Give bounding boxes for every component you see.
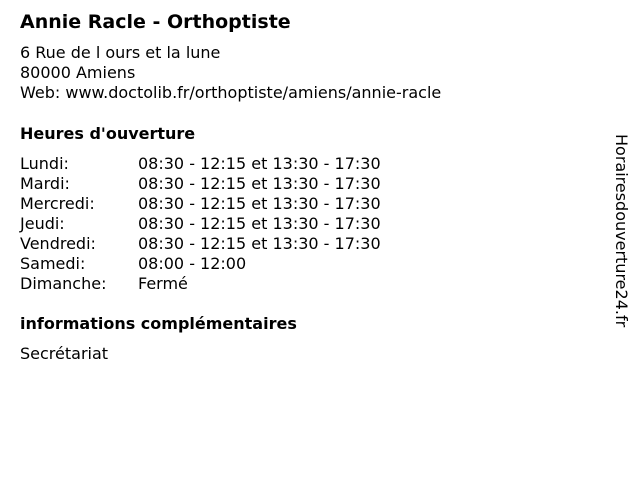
- day-hours: 08:30 - 12:15 et 13:30 - 17:30: [138, 194, 381, 213]
- hours-row-wednesday: [20, 194, 381, 214]
- day-label: Dimanche:: [20, 274, 107, 293]
- day-hours: Fermé: [138, 274, 188, 293]
- day-hours: 08:30 - 12:15 et 13:30 - 17:30: [138, 174, 381, 193]
- opening-hours-list: [20, 154, 381, 294]
- day-label: Jeudi:: [20, 214, 65, 233]
- hours-row-saturday: [20, 254, 381, 274]
- day-hours: 08:00 - 12:00: [138, 254, 247, 273]
- opening-hours-heading: Heures d'ouverture: [20, 124, 196, 143]
- day-hours: 08:30 - 12:15 et 13:30 - 17:30: [138, 234, 381, 253]
- address-city: 80000 Amiens: [20, 63, 136, 82]
- address-block: [20, 43, 441, 103]
- day-hours: 08:30 - 12:15 et 13:30 - 17:30: [138, 154, 381, 173]
- hours-row-thursday: [20, 214, 381, 234]
- hours-row-tuesday: [20, 174, 381, 194]
- day-hours: 08:30 - 12:15 et 13:30 - 17:30: [138, 214, 381, 233]
- address-street: 6 Rue de l ours et la lune: [20, 43, 221, 62]
- watermark-text: Horairesdouverture24.fr: [612, 134, 631, 328]
- address-web: Web: www.doctolib.fr/orthoptiste/amiens/annie-racle: [20, 83, 442, 102]
- page-title: Annie Racle - Orthoptiste: [20, 11, 291, 33]
- hours-row-monday: [20, 154, 381, 174]
- day-label: Mercredi:: [20, 194, 95, 213]
- day-label: Lundi:: [20, 154, 69, 173]
- watermark: [611, 134, 635, 346]
- additional-info-text: Secrétariat: [20, 344, 109, 363]
- day-label: Vendredi:: [20, 234, 96, 253]
- day-label: Mardi:: [20, 174, 70, 193]
- hours-row-sunday: [20, 274, 381, 294]
- hours-row-friday: [20, 234, 381, 254]
- day-label: Samedi:: [20, 254, 86, 273]
- additional-info-heading: informations complémentaires: [20, 314, 297, 333]
